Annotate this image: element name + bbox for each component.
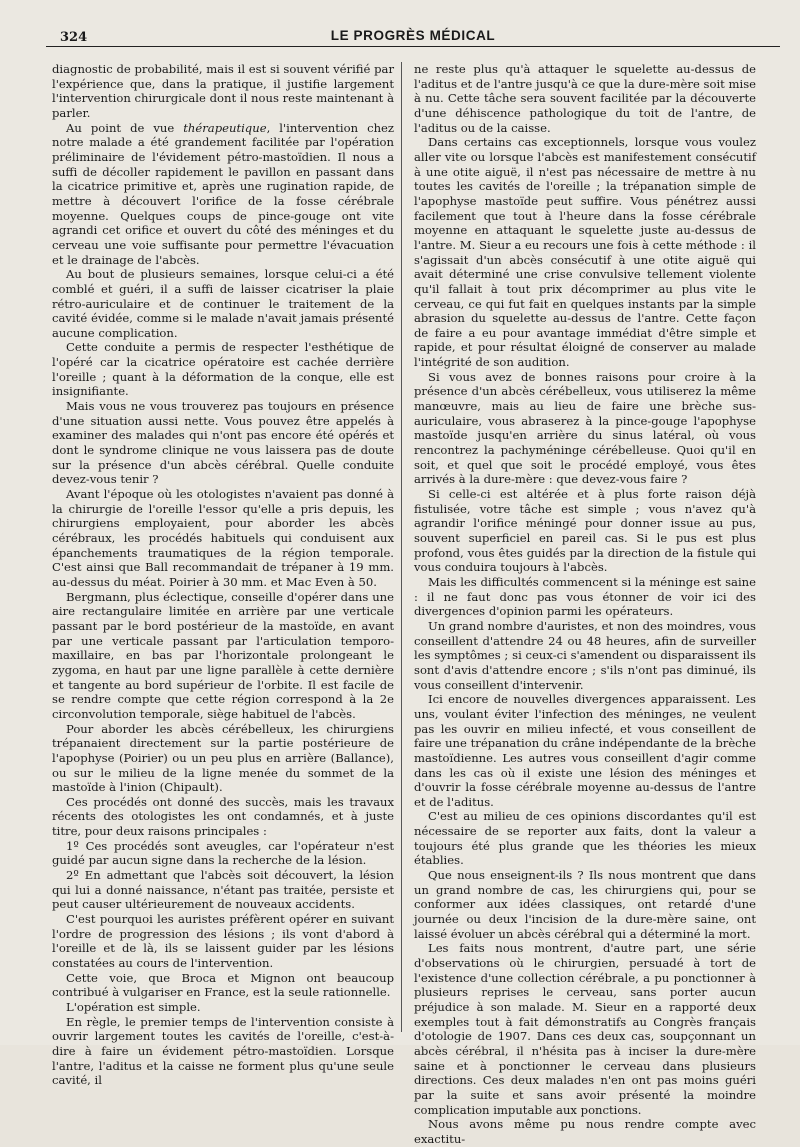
paragraph: Que nous enseignent-ils ? Ils nous montrent que dans un grand nombre de cas, les chirurgiens qui, pour se conformer aux idées classiques, ont retardé d'une journée ou deux l'incision de la dure-mère saine, ont laissé évoluer un abcès cérébral qui a déterminé la mort. [414, 868, 756, 941]
paragraph: C'est pourquoi les auristes préfèrent opérer en suivant l'ordre de progression des lésions ; ils vont d'abord à l'oreille et de là, ils se laissent guider par les lésions constatées au cours de l'intervention. [52, 912, 394, 971]
paragraph: ne reste plus qu'à attaquer le squelette au-dessus de l'aditus et de l'antre jusqu'à ce que la dure-mère soit mise à nu. Cette tâche sera souvent facilitée par la découverte d'une déhiscence pathologique du toit de l'antre, de l'aditus ou de la caisse. [414, 62, 757, 135]
paragraph: 1º Ces procédés sont aveugles, car l'opérateur n'est guidé par aucun signe dans la recherche de la lésion. [52, 838, 394, 868]
right-column [414, 62, 756, 1147]
paragraph: Si celle-ci est altérée et à plus forte raison déjà fistulisée, votre tâche est simple ; vous n'avez qu'à agrandir l'orifice méningé pour donner issue au pus, souvent superficiel en pareil cas. Si le pus est plus profond, vous êtes guidés par la direction de la fistule qui vous conduira toujours à l'abcès. [414, 487, 756, 575]
page-number: 324 [60, 30, 88, 45]
paragraph: Bergmann, plus éclectique, conseille d'opérer dans une aire rectangulaire limitée en arrière par une verticale passant par le bord postérieur de la mastoïde, en avant par une verticale passant par l'articulation temporo-maxillaire, en bas par l'horizontale prolongeant le zygoma, en haut par une ligne parallèle à cette dernière et tangente au bord supérieur de l'orbite. Il est facile de se rendre compte que cette région correspond à la 2e circonvolution temporale, siège habituel de l'abcès. [52, 589, 394, 721]
paragraph: L'opération est simple. [66, 1000, 201, 1014]
paragraph: Dans certains cas exceptionnels, lorsque vous voulez aller vite ou lorsque l'abcès est manifestement consécutif à une otite aiguë, il n'est pas nécessaire de mettre à nu toutes les cavités de l'oreille ; la trépanation simple de l'apophyse mastoïde peut suffire. Vous pénétrez aussi facilement que tout à l'heure dans la fosse cérébrale moyenne en attaquant le squelette juste au-dessus de l'antre. M. Sieur a eu recours une fois à cette méthode : il s'agissait d'un abcès consécutif à une otite aiguë qui avait déterminé une crise convulsive tellement violente qu'il fallait à tout prix décomprimer au plus vite le cerveau, ce qui fut fait en quelques instants par la simple abrasion du squelette au-dessus de l'antre. Cette façon de faire a eu pour avantage immédiat d'être simple et rapide, et pour résultat éloigné de conserver au malade l'intégrité de son audition. [414, 135, 756, 370]
paragraph: En règle, le premier temps de l'intervention consiste à ouvrir largement toutes les cavités de l'oreille, c'est-à-dire à faire un évidement pétro-mastoïdien. Lorsque l'antre, l'aditus et la caisse ne forment plus qu'une seule cavité, il [52, 1014, 394, 1088]
left-column [52, 62, 394, 1088]
paragraph: Avant l'époque où les otologistes n'avaient pas donné à la chirurgie de l'oreille l'essor qu'elle a pris depuis, les chirurgiens employaient, pour aborder les abcès cérébraux, les procédés habituels qui conduisent aux épanchements traumatiques de la région temporale. C'est ainsi que Ball recommandait de trépaner à 19 mm. au-dessus du méat. Poirier à 30 mm. et Mac Even à 50. [52, 487, 394, 589]
paragraph: Au point de vue thérapeutique, l'intervention chez notre malade a été grandement facilitée par l'opération préliminaire de l'évidement pétro-mastoïdien. Il nous a suffi de décoller rapidement le pavillon en passant dans la cicatrice primitive et, après une rugination rapide, de mettre à découvert l'orifice de la fosse cérébrale moyenne. Quelques coups de pince-gouge ont vite agrandi cet orifice et ouvert du côté des méninges et du cerveau une voie suffisante pour permettre l'évacuation et le drainage de l'abcès. [52, 120, 395, 267]
paragraph: Cette conduite a permis de respecter l'esthétique de l'opéré car la cicatrice opératoire est cachée derrière l'oreille ; quant à la déformation de la conque, elle est insignifiante. [52, 340, 394, 399]
paragraph: Mais vous ne vous trouverez pas toujours en présence d'une situation aussi nette. Vous pouvez être appelés à examiner des malades qui n'ont pas encore été opérés et dont le syndrome clinique ne vous laissera pas de doute sur la présence d'un abcès cérébral. Quelle conduite devez-vous tenir ? [52, 399, 394, 487]
paragraph: Les faits nous montrent, d'autre part, une série d'observations où le chirurgien, persuadé à tort de l'existence d'une collection cérébrale, a pu ponctionner à plusieurs reprises le cerveau, sans porter aucun préjudice à son malade. M. Sieur en a rapporté deux exemples tout à fait démonstratifs au Congrès français d'otologie de 1907. Dans ces deux cas, soupçonnant un abcès cérébral, il n'hésita pas à inciser la dure-mère saine et à ponctionner le cerveau dans plusieurs directions. Ces deux malades n'en ont pas moins guéri par la suite et sans avoir présenté la moindre complication imputable aux ponctions. [414, 941, 756, 1117]
paragraph: Si vous avez de bonnes raisons pour croire à la présence d'un abcès cérébelleux, vous utiliserez la même manœuvre, mais au lieu de faire une brèche sus-auriculaire, vous abraserez à la pince-gouge l'apophyse mastoïde jusqu'en arrière du sinus latéral, où vous rencontrez la pachyméninge cérébelleuse. Quoi qu'il en soit, et quel que soit le procédé employé, vous êtes arrivés à la dure-mère : que devez-vous faire ? [414, 369, 756, 487]
column-divider [401, 62, 402, 1032]
paragraph: Cette voie, que Broca et Mignon ont beaucoup contribué à vulgariser en France, est la seule rationnelle. [52, 970, 394, 1000]
paragraph: C'est au milieu de ces opinions discordantes qu'il est nécessaire de se reporter aux faits, dont la valeur a toujours été plus grande que les théories les mieux établies. [414, 809, 756, 868]
paragraph: Pour aborder les abcès cérébelleux, les chirurgiens trépanaient directement sur la partie postérieure de l'apophyse (Poirier) ou un peu plus en arrière (Ballance), ou sur le milieu de la ligne menée du sommet de la mastoïde à l'inion (Chipault). [52, 721, 394, 795]
page-header [46, 22, 780, 47]
paragraph: Ici encore de nouvelles divergences apparaissent. Les uns, voulant éviter l'infection des méninges, ne veulent pas les ouvrir en milieu infecté, et vous conseillent de faire une trépanation du crâne indépendante de la brèche mastoïdienne. Les autres vous conseillent d'agir comme dans les cas où il existe une lésion des méninges et d'ouvrir la fosse cérébrale moyenne au-dessus de l'antre et de l'aditus. [414, 692, 756, 809]
paragraph: Au bout de plusieurs semaines, lorsque celui-ci a été comblé et guéri, il a suffi de laisser cicatriser la plaie rétro-auriculaire et de continuer le traitement de la cavité évidée, comme si le malade n'avait jamais présenté aucune complication. [52, 267, 394, 340]
paragraph: Un grand nombre d'auristes, et non des moindres, vous conseillent d'attendre 24 ou 48 heures, afin de surveiller les symptômes ; si ceux-ci s'amendent ou disparaissent ils sont d'avis d'attendre encore ; s'ils n'ont pas diminué, ils vous conseillent d'intervenir. [414, 618, 756, 692]
paragraph: diagnostic de probabilité, mais il est si souvent vérifié par l'expérience que, dans la pratique, il justifie largement l'intervention chirurgicale dont il nous reste maintenant à parler. [52, 62, 394, 120]
paragraph: Ces procédés ont donné des succès, mais les travaux récents des otologistes les ont condamnés, et à juste titre, pour deux raisons principales : [52, 794, 394, 839]
paragraph: Nous avons même pu nous rendre compte avec exactitu- [414, 1117, 756, 1146]
emphasis: thérapeutique [183, 120, 267, 135]
paragraph: Mais les difficultés commencent si la méninge est saine : il ne faut donc pas vous étonner de voir ici des divergences d'opinion parmi les opérateurs. [414, 574, 756, 619]
paragraph: 2º En admettant que l'abcès soit découvert, la lésion qui lui a donné naissance, n'étant pas traitée, persiste et peut causer ultérieurement de nouveaux accidents. [52, 868, 394, 912]
running-title: LE PROGRÈS MÉDICAL [330, 28, 496, 43]
